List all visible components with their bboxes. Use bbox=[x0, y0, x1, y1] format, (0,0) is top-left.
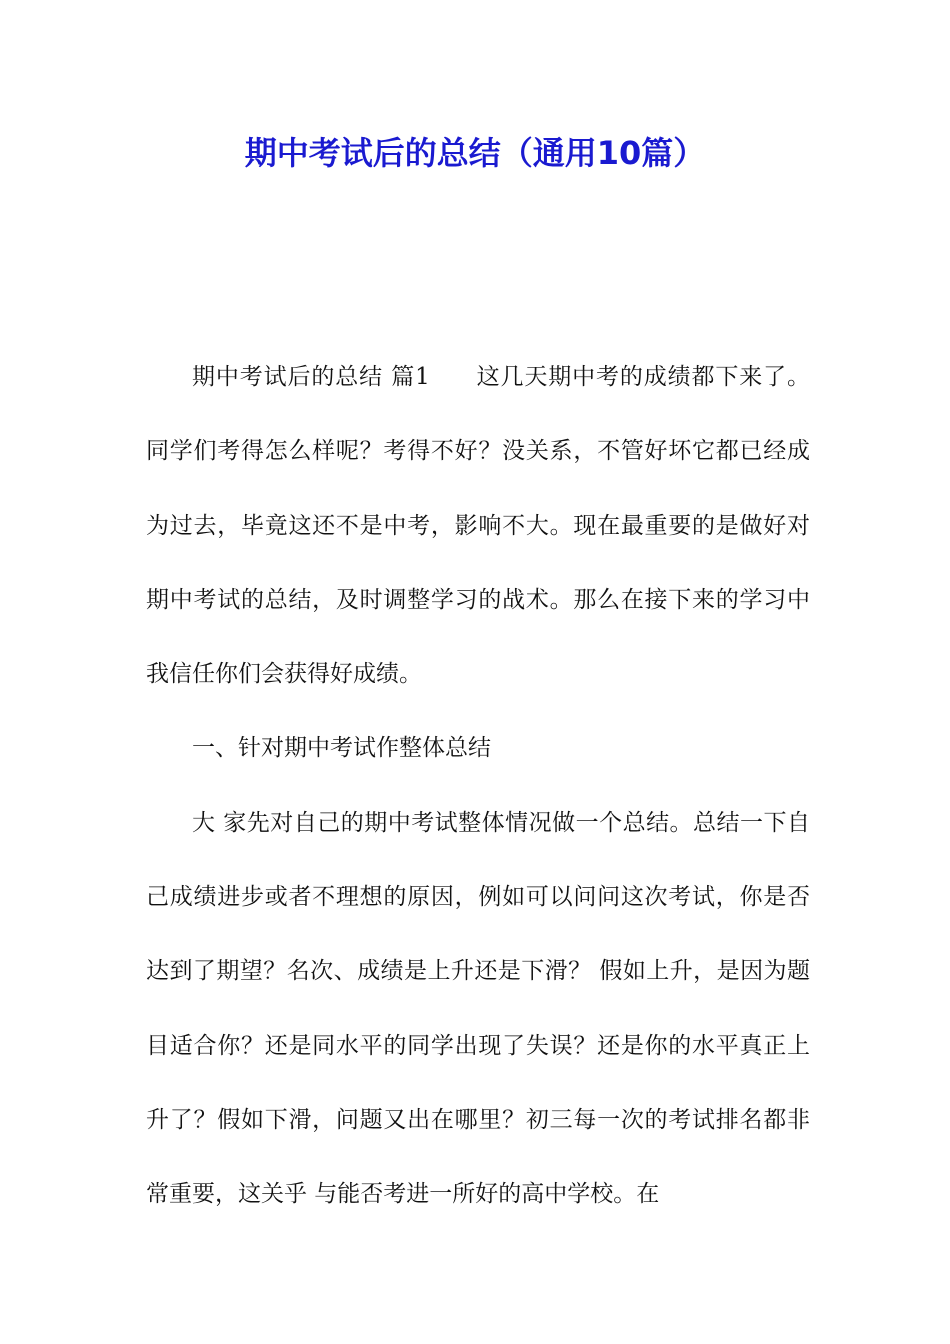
paragraph-2: 一、针对期中考试作整体总结 bbox=[192, 735, 491, 762]
document-body bbox=[146, 340, 810, 1232]
paragraph-1 bbox=[146, 340, 810, 711]
section-heading: 期中考试后的总结 篇1 bbox=[192, 364, 430, 390]
paragraph-text: 这几天期中考的成绩都下来了。同学们考得怎么样呢？考得不好？没关系，不管好坏它都已经成为过去，毕竟这还不是中考，影响不大。现在最重要的是做好对期中考试的总结，及时调整学习的战术。那么在接下来的学习中我信任你们会获得好成绩。 bbox=[146, 364, 810, 688]
document-title: 期中考试后的总结（通用10篇） bbox=[244, 134, 706, 172]
paragraph-3: 大 家先对自己的期中考试整体情况做一个总结。总结一下自己成绩进步或者不理想的原因，例如可以问问这次考试，你是否达到了期望？名次、成绩是上升还是下滑？ 假如上升，是因为题目适合你？还是同水平的同学出现了失误？还是你的水平真正上升了？假如下滑，问题又出在哪里？初三每一次的考试排名都非常重要，这关乎 与能否考进一所好的高中学校。在 bbox=[146, 809, 810, 1208]
